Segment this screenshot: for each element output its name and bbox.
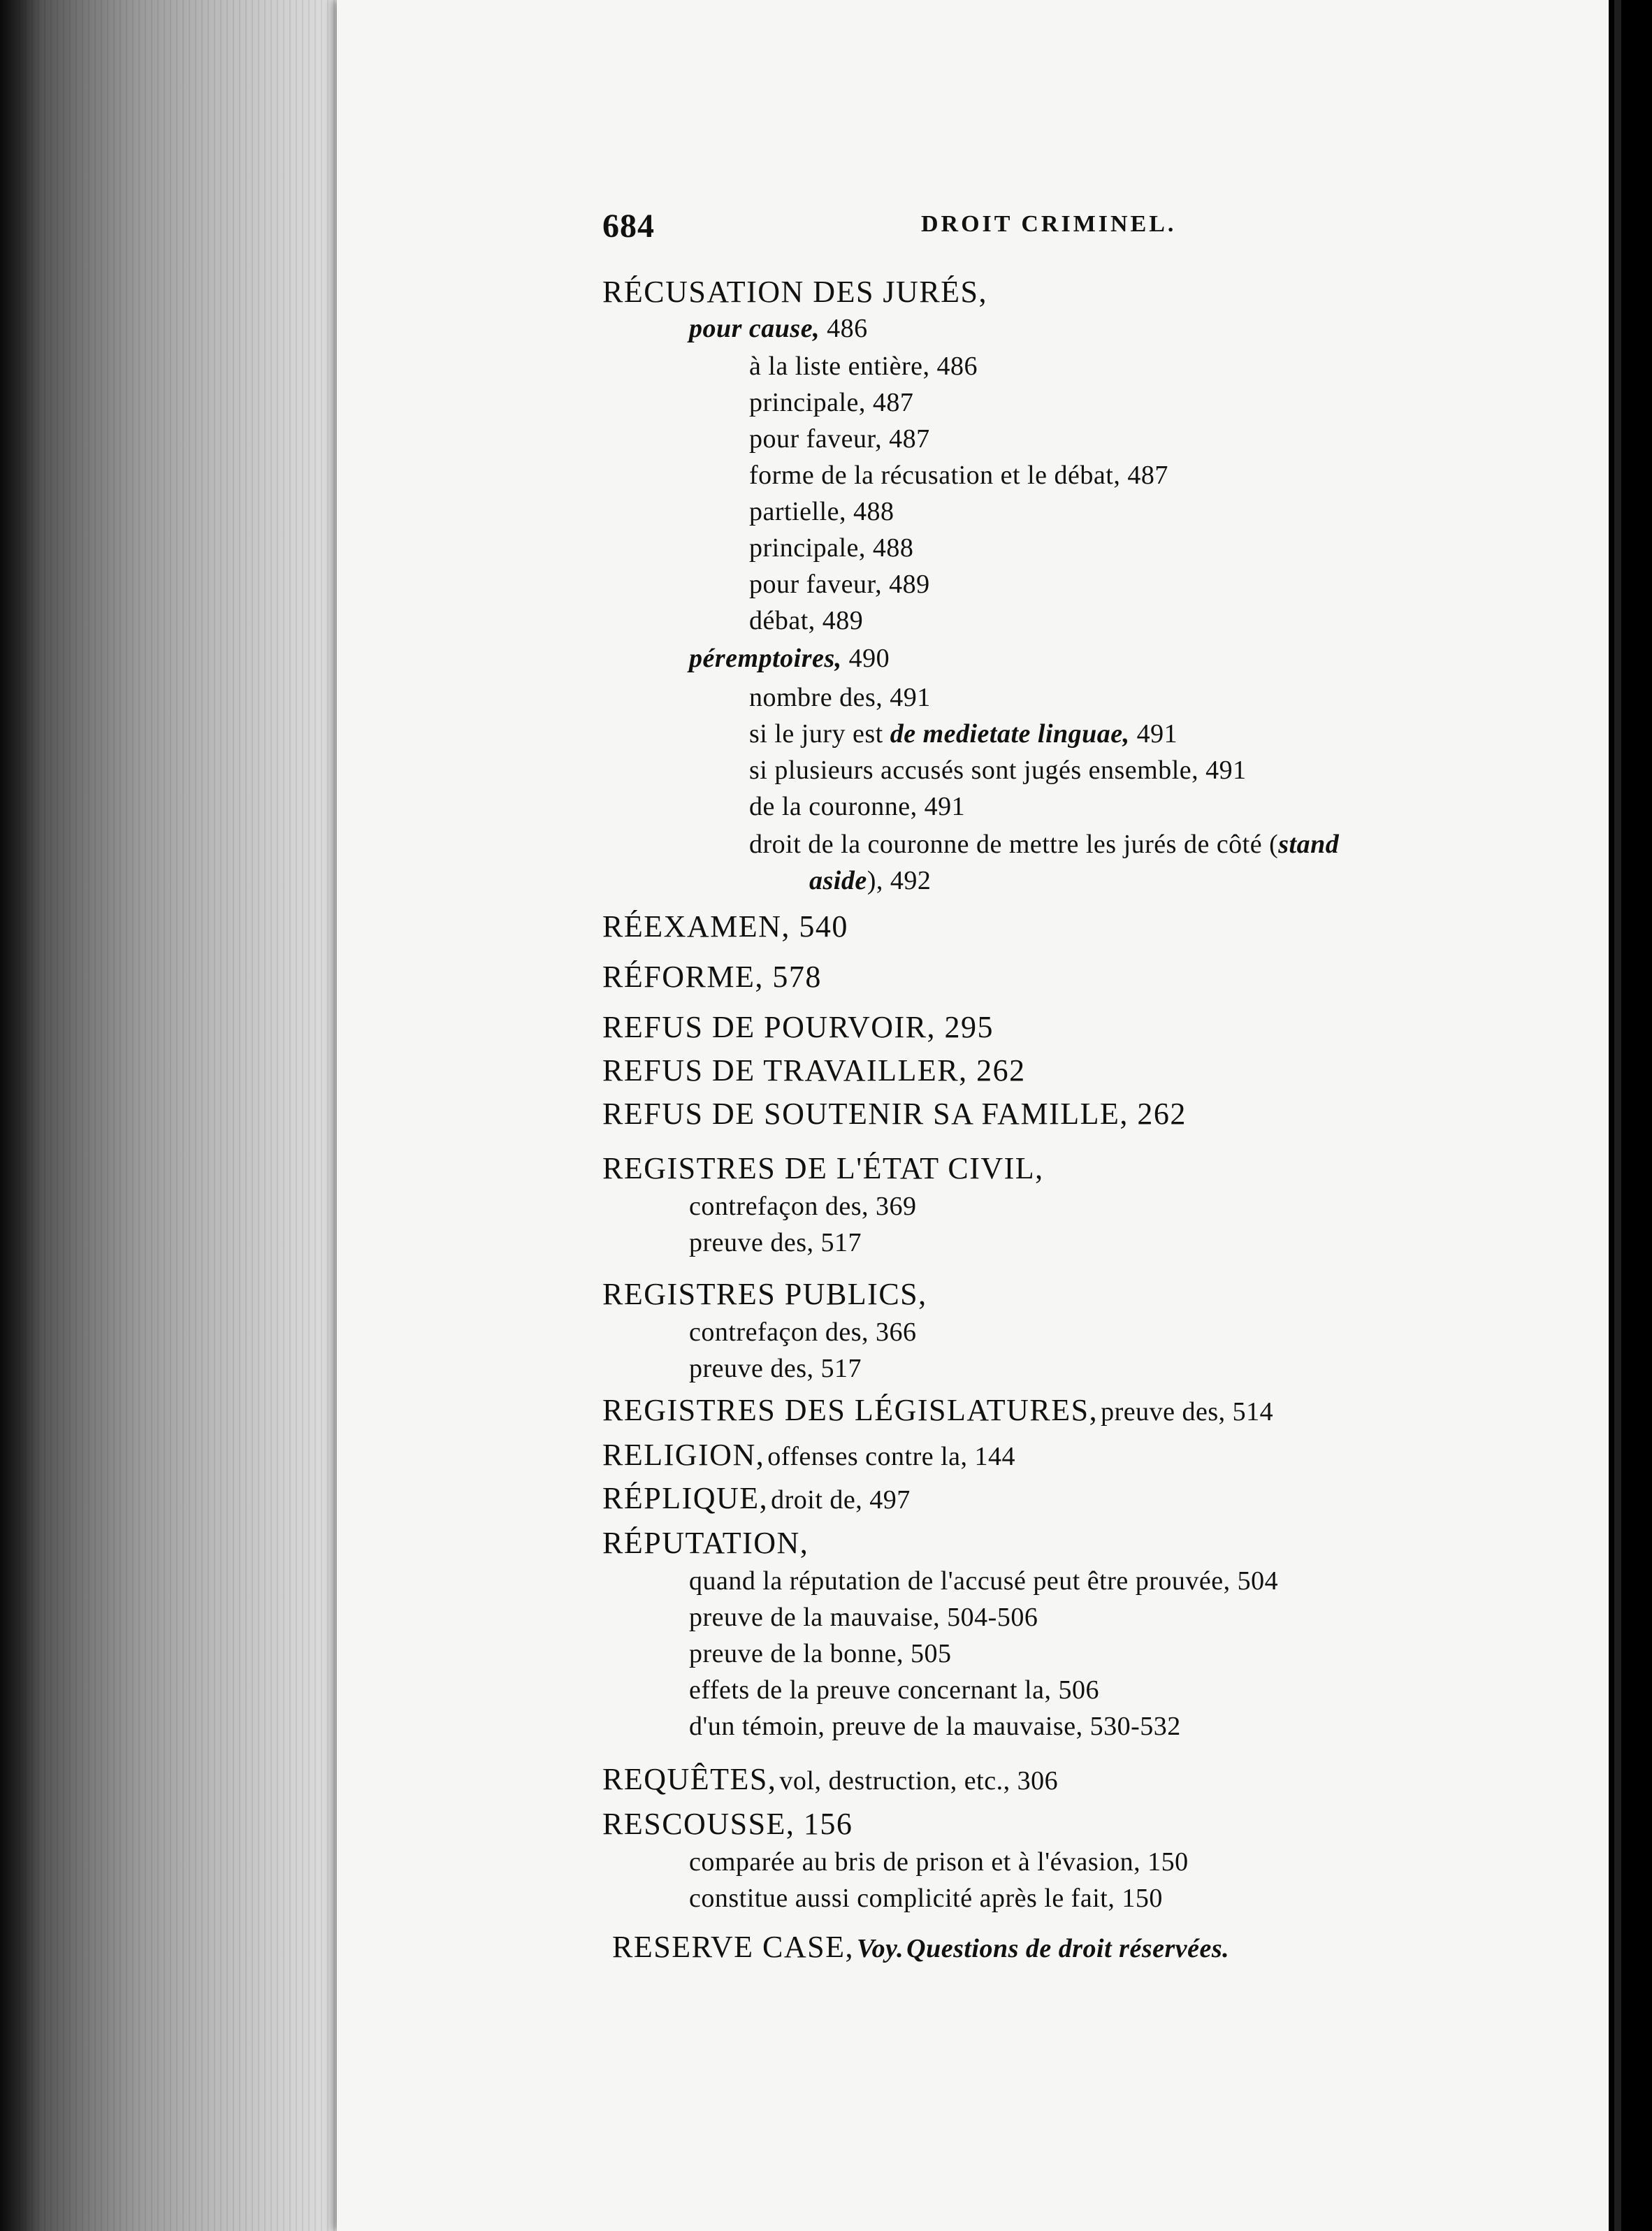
index-heading: REGISTRES PUBLICS, [602,1277,927,1311]
index-subentry [749,719,1178,749]
index-see-ref: Questions de droit réservées. [906,1934,1230,1963]
index-english-phrase: stand [1278,830,1340,859]
index-page-ref: ), 492 [867,866,932,895]
index-heading: REFUS DE SOUTENIR SA FAMILLE, 262 [602,1097,1187,1131]
index-page-ref: 486 [827,314,868,343]
index-subentry: pour faveur, 487 [749,424,930,454]
index-subentry-continuation [809,865,931,896]
index-heading: REQUÊTES, [602,1762,777,1796]
index-entry-text: vol, destruction, etc., 306 [779,1766,1059,1796]
index-subheading [689,643,890,674]
index-subentry: d'un témoin, preuve de la mauvaise, 530-532 [689,1712,1181,1741]
index-entry [612,1929,1229,1965]
index-subentry: preuve de la mauvaise, 504-506 [689,1603,1038,1632]
index-page-ref: 490 [848,644,890,673]
index-subentry: preuve des, 517 [689,1228,862,1257]
index-subentry: quand la réputation de l'accusé peut être prouvée, 504 [689,1566,1279,1596]
index-entry-text: offenses contre la, 144 [767,1442,1016,1471]
index-heading: RESCOUSSE, 156 [602,1807,853,1841]
index-text: si le jury est [749,719,883,749]
index-subentry: forme de la récusation et le débat, 487 [749,461,1168,490]
index-subentry: si plusieurs accusés sont jugés ensemble, 491 [749,756,1247,785]
index-entry [602,1761,1058,1797]
index-subentry: pour faveur, 489 [749,570,930,599]
index-text: droit de la couronne de mettre les jurés de côté ( [749,830,1279,859]
index-heading: REFUS DE POURVOIR, 295 [602,1010,994,1044]
index-heading: RESERVE CASE, [612,1930,855,1964]
index-subentry: à la liste entière, 486 [749,352,978,381]
index-heading: RÉFORME, 578 [602,960,822,994]
index-entry [602,1480,911,1516]
index-subentry: contrefaçon des, 369 [689,1192,917,1221]
index-subentry: preuve des, 517 [689,1354,862,1383]
index-entry [602,1437,1015,1473]
index-see-ref-label: Voy. [857,1934,904,1963]
index-subentry: preuve de la bonne, 505 [689,1639,952,1668]
index-entry [602,1392,1273,1428]
index-heading: RELIGION, [602,1438,765,1472]
index-heading: RÉEXAMEN, 540 [602,909,848,944]
index-subentry [749,829,1339,860]
page-number: 684 [602,208,655,245]
index-subentry: débat, 489 [749,606,864,635]
index-subentry: partielle, 488 [749,497,894,526]
index-subentry: effets de la preuve concernant la, 506 [689,1675,1099,1705]
index-heading: RÉPLIQUE, [602,1481,769,1515]
index-subentry: de la couronne, 491 [749,792,966,821]
index-entry-text: droit de, 497 [771,1485,911,1515]
index-subentry: principale, 487 [749,388,914,417]
index-english-phrase: aside [809,866,867,895]
index-subentry: nombre des, 491 [749,683,931,712]
index-latin-phrase: de medietate linguae, [890,719,1130,749]
index-sub-label: pour cause, [689,314,820,343]
index-heading: RÉCUSATION DES JURÉS, [602,275,988,309]
index-page-ref: 491 [1136,719,1178,749]
index-sub-label: péremptoires, [689,644,842,673]
index-subentry: comparée au bris de prison et à l'évasion, 150 [689,1847,1189,1877]
index-heading: REGISTRES DE L'ÉTAT CIVIL, [602,1151,1044,1185]
running-head: DROIT CRIMINEL. [921,211,1177,237]
index-heading: REFUS DE TRAVAILLER, 262 [602,1053,1026,1088]
index-subentry: contrefaçon des, 366 [689,1317,917,1347]
index-entry-text: preuve des, 514 [1101,1397,1274,1427]
index-heading: RÉPUTATION, [602,1526,809,1560]
index-subentry: constitue aussi complicité après le fait, 150 [689,1884,1163,1913]
index-subheading [689,313,868,344]
index-heading: REGISTRES DES LÉGISLATURES, [602,1393,1099,1427]
index-subentry: principale, 488 [749,533,914,563]
